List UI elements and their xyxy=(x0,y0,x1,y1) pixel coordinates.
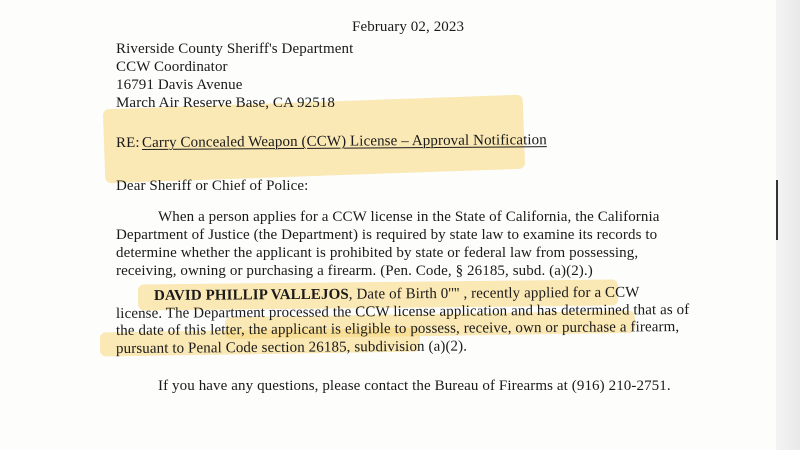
salutation: Dear Sheriff or Chief of Police: xyxy=(116,178,309,194)
subject-text: Carry Concealed Weapon (CCW) License – Approval Notification xyxy=(141,132,547,151)
letter-date: February 02, 2023 xyxy=(352,19,465,35)
paragraph1-line-1: When a person applies for a CCW license in the State of California, the California xyxy=(158,209,660,225)
date-of-birth-label: , Date of Birth 0'''' xyxy=(348,285,464,303)
recipient-line-4: March Air Reserve Base, CA 92518 xyxy=(116,95,335,111)
paragraph1-line-2: Department of Justice (the Department) is required by state law to examine its records to xyxy=(116,227,658,243)
paragraph2-line-4: pursuant to Penal Code section 26185, subdivision (a)(2). xyxy=(115,338,468,357)
applicant-name: DAVID PHILLIP VALLEJOS xyxy=(153,286,349,304)
paragraph2-line-3: the date of this letter, the applicant is eligible to possess, receive, own or purchase a firearm, xyxy=(115,319,680,339)
subject-prefix: RE: xyxy=(116,135,140,151)
paragraph1-line-4: receiving, owning or purchasing a firearm. (Pen. Code, § 26185, subd. (a)(2).) xyxy=(116,263,593,279)
scan-edge xyxy=(776,0,800,450)
paragraph2-line-2: license. The Department processed the CCW license application and has determined that as of xyxy=(115,301,690,322)
scan-edge-mark xyxy=(776,180,778,240)
paragraph1-line-3: determine whether the applicant is prohibited by state or federal law from possessing, xyxy=(116,245,639,261)
recipient-line-2: CCW Coordinator xyxy=(116,59,228,75)
paragraph2-line-1-end: , recently applied for a CCW xyxy=(463,284,640,302)
recipient-line-1: Riverside County Sheriff's Department xyxy=(116,41,354,57)
recipient-line-3: 16791 Davis Avenue xyxy=(116,77,243,93)
closing-line: If you have any questions, please contact the Bureau of Firearms at (916) 210-2751. xyxy=(158,378,671,394)
